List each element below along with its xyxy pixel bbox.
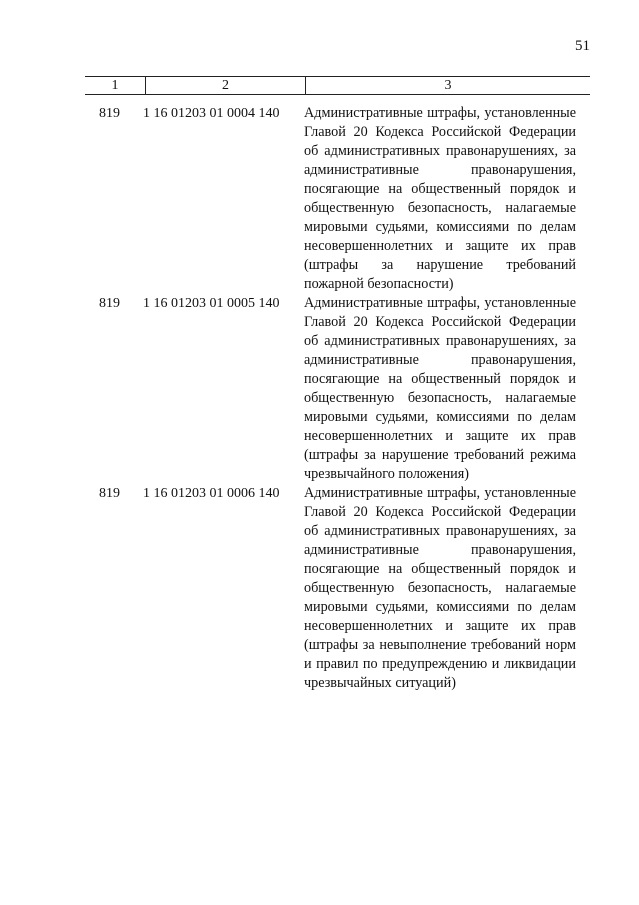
admin-code-cell: 819 (99, 106, 120, 121)
kbk-code-cell: 1 16 01203 01 0004 140 (143, 106, 280, 121)
description-cell: Административные штрафы, установленные Главой 20 Кодекса Российской Федерации об административных правонарушениях, за административные правонарушения, посягающие на общественный порядок и общественную безопасность, налагаемые мировыми судьями, комиссиями по делам несовершеннолетних и защите их прав (штрафы за нарушение требований режима чрезвычайного положения) (304, 295, 576, 482)
description-cell: Административные штрафы, установленные Главой 20 Кодекса Российской Федерации об административных правонарушениях, за административные правонарушения, посягающие на общественный порядок и общественную безопасность, налагаемые мировыми судьями, комиссиями по делам несовершеннолетних и защите их прав (штрафы за нарушение требований пожарной безопасности) (304, 105, 576, 292)
header-col-2: 2 (222, 78, 229, 93)
page-number: 51 (575, 38, 590, 54)
header-col-1: 1 (111, 78, 119, 93)
table-row (85, 294, 590, 484)
header-bottom-border (85, 94, 590, 95)
admin-code-cell: 819 (99, 296, 120, 311)
kbk-code-cell: 1 16 01203 01 0006 140 (143, 486, 280, 501)
table-body (85, 104, 590, 693)
table-row (85, 104, 590, 294)
kbk-code-cell: 1 16 01203 01 0005 140 (143, 296, 280, 311)
admin-code-cell: 819 (99, 486, 120, 501)
header-col-3: 3 (444, 78, 452, 93)
table-row (85, 484, 590, 693)
document-table (85, 76, 590, 691)
table-header-row (85, 76, 590, 95)
description-cell: Административные штрафы, установленные Главой 20 Кодекса Российской Федерации об административных правонарушениях, за административные правонарушения, посягающие на общественный порядок и общественную безопасность, налагаемые мировыми судьями, комиссиями по делам несовершеннолетних и защите их прав (штрафы за невыполнение требований норм и правил по предупреждению и ликвидации чрезвычайных ситуаций) (304, 485, 576, 691)
